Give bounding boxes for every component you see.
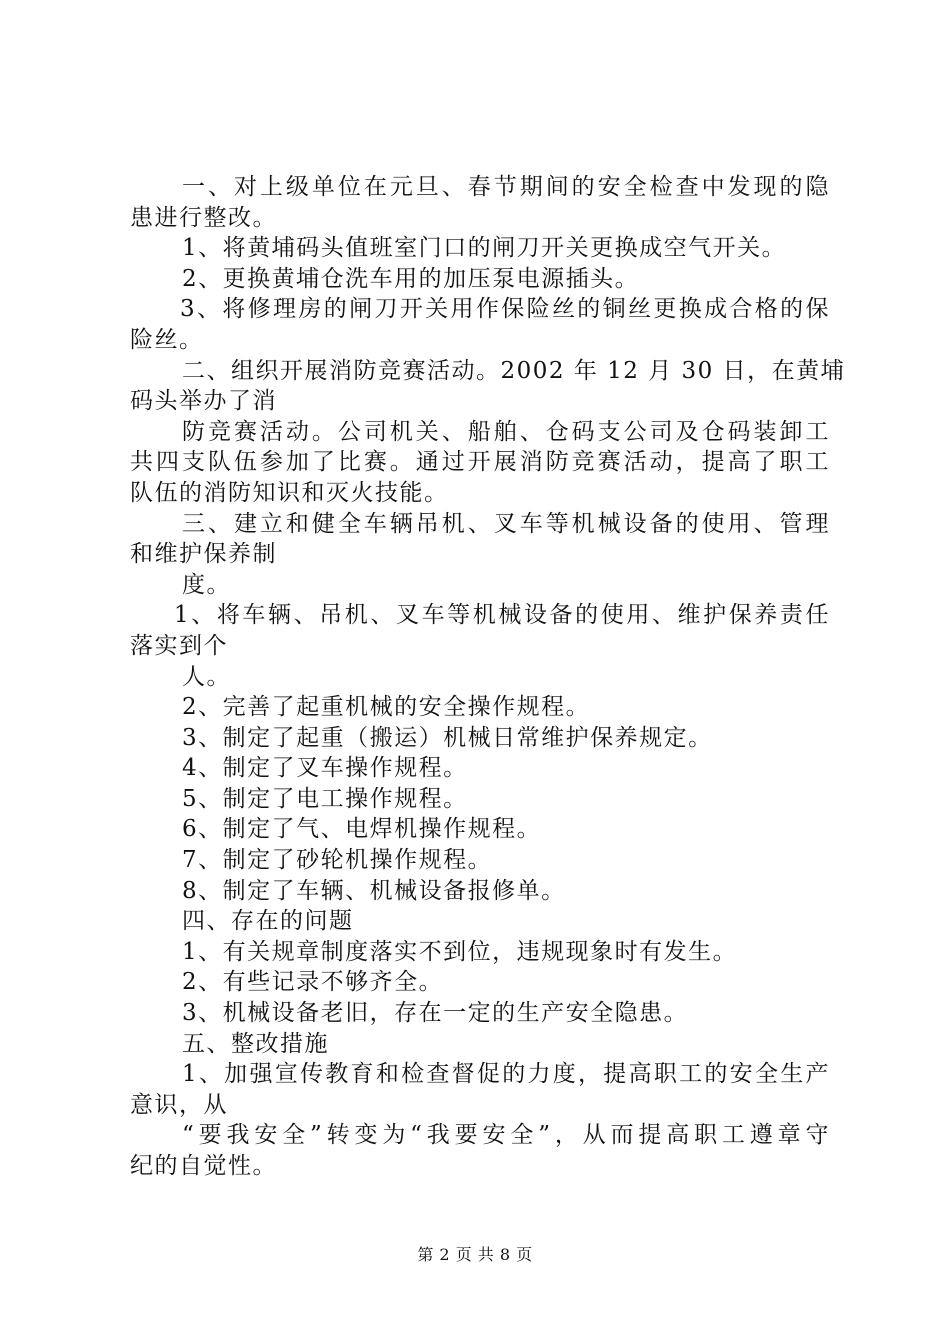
paragraph-line: 4、制定了叉车操作规程。 [182,755,468,782]
paragraph-line: 队伍的消防知识和灭火技能。 [130,479,449,506]
paragraph-line: 2、有些记录不够齐全。 [182,969,444,996]
paragraph-line: 2、完善了起重机械的安全操作规程。 [182,694,591,721]
paragraph-line: 防竞赛活动。公司机关、船舶、仓码支公司及仓码装卸工 [182,418,830,445]
section-heading: 五、整改措施 [182,1030,329,1057]
paragraph-line: 6、制定了气、电焊机操作规程。 [182,816,542,843]
section-heading: 四、存在的问题 [182,908,354,935]
paragraph-line: 患进行整改。 [130,204,277,231]
paragraph-line: 1、将黄埔码头值班室门口的闸刀开关更换成空气开关。 [182,235,787,262]
paragraph-line: 3、制定了起重（搬运）机械日常维护保养规定。 [182,724,713,751]
paragraph-line: 2、更换黄埔仓洗车用的加压泵电源插头。 [182,265,640,292]
page-number-footer: 第 2 页 共 8 页 [417,1245,533,1264]
paragraph-line: 共四支队伍参加了比赛。通过开展消防竞赛活动，提高了职工 [130,449,830,476]
paragraph-line: 1、有关规章制度落实不到位，违规现象时有发生。 [182,938,738,965]
paragraph-line: 纪的自觉性。 [130,1153,277,1179]
paragraph-line: 码头举办了消 [130,388,277,415]
paragraph-line: 三、建立和健全车辆吊机、叉车等机械设备的使用、管理 [182,510,830,537]
paragraph-line: 3、将修理房的闸刀开关用作保险丝的铜丝更换成合格的保 [180,296,830,323]
paragraph-line: 一、对上级单位在元旦、春节期间的安全检查中发现的隐 [182,174,830,200]
paragraph-line: 人。 [182,663,231,690]
document-body [130,172,846,1182]
paragraph-line: 5、制定了电工操作规程。 [182,785,468,812]
paragraph-line: 意识，从 [130,1091,228,1118]
paragraph-line: 和维护保养制 [130,541,277,568]
paragraph-line: 3、机械设备老旧，存在一定的生产安全隐患。 [182,1000,689,1027]
paragraph-line: 险丝。 [130,326,204,353]
paragraph-line: 1、将车辆、吊机、叉车等机械设备的使用、维护保养责任 [174,602,830,629]
paragraph-line: 8、制定了车辆、机械设备报修单。 [182,877,566,904]
paragraph-line: 1、加强宣传教育和检查督促的力度，提高职工的安全生产 [182,1061,830,1088]
paragraph-line: 落实到个 [130,632,228,659]
paragraph-line: 7、制定了砂轮机操作规程。 [182,847,493,874]
paragraph-line: 度。 [182,571,231,598]
paragraph-line: 二、组织开展消防竞赛活动。2002 年 12 月 30 日，在黄埔 [182,357,846,384]
paragraph-line: “要我安全”转变为“我要安全”，从而提高职工遵章守 [182,1122,830,1149]
